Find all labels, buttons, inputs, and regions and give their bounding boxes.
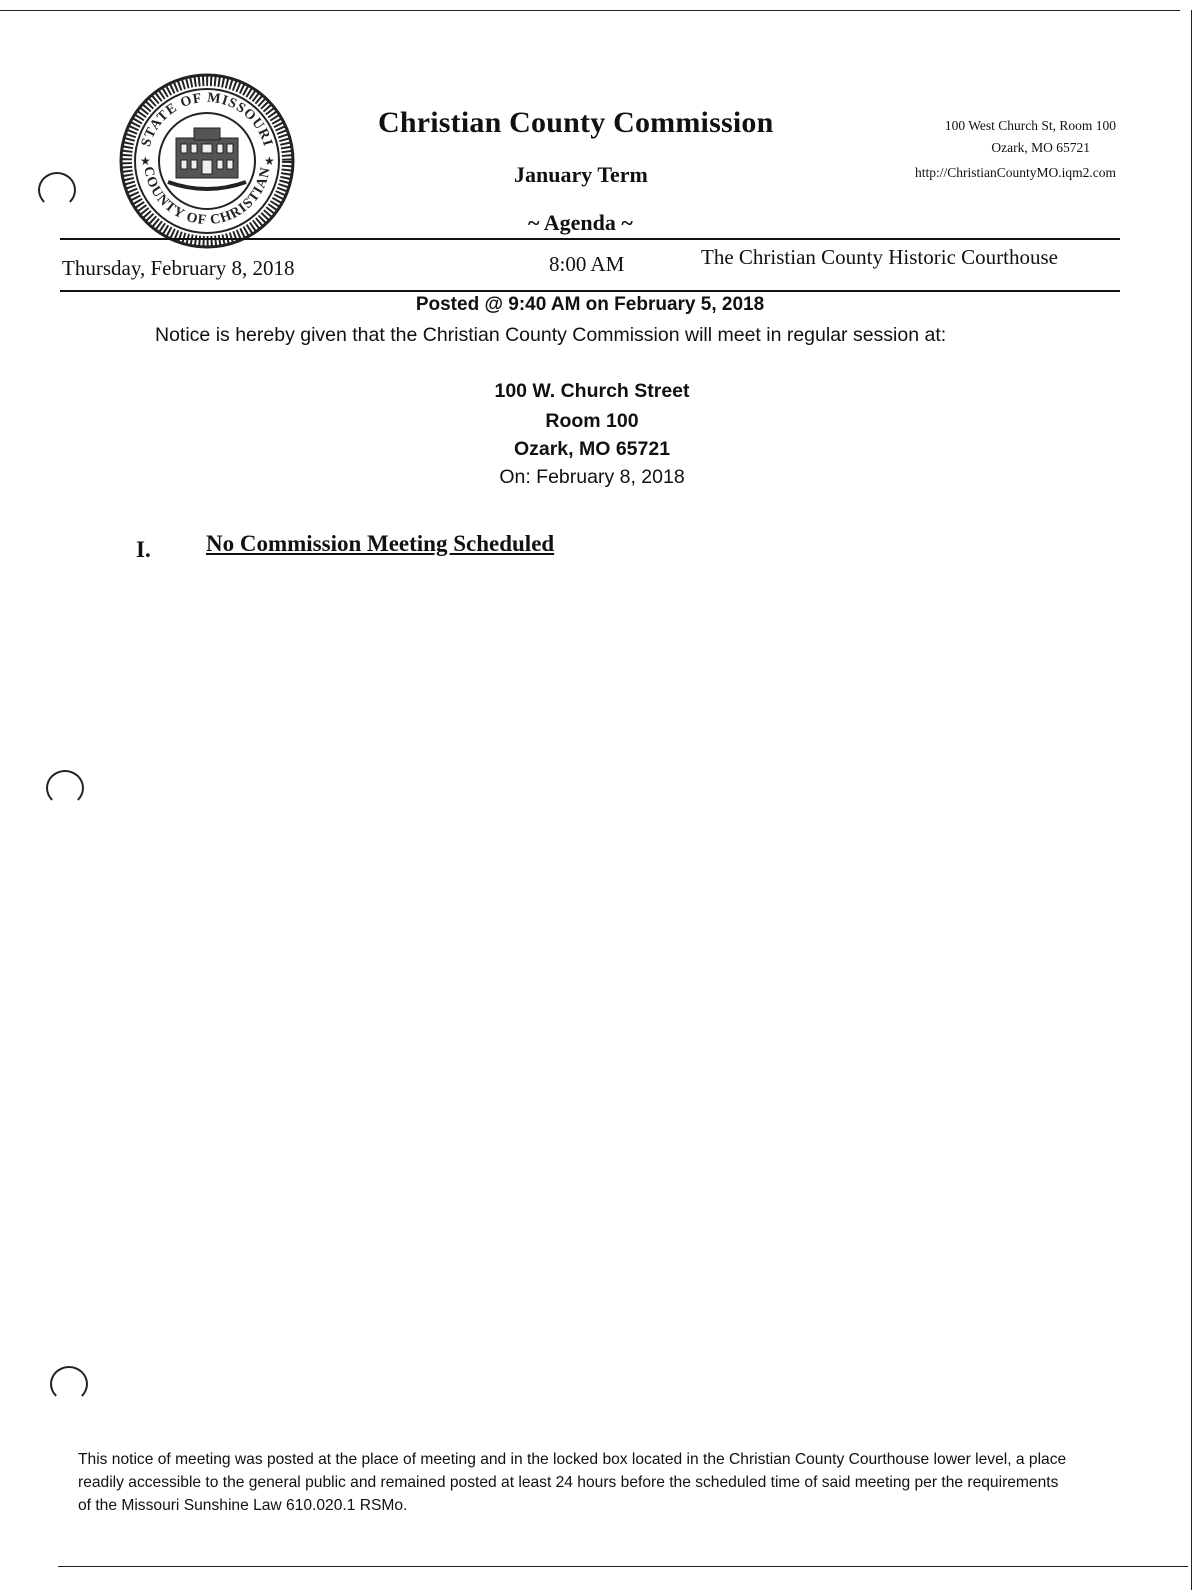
- meeting-venue: The Christian County Historic Courthouse: [701, 245, 1058, 269]
- posting-notice-footer: This notice of meeting was posted at the place of meeting and in the locked box located in the Christian County Courthouse lower level, a place readily accessible to the general public and remained posted at least 24 hours before the scheduled time of said meeting per the requirements of the Missouri Sunshine Law 610.020.1 RSMo.: [78, 1451, 1067, 1514]
- header-rule-bottom: [60, 290, 1120, 292]
- location-city: Ozark, MO 65721: [513, 438, 671, 460]
- svg-text:★: ★: [264, 154, 275, 168]
- notice-text: Notice is hereby given that the Christian County Commission will meet in regular session at:: [155, 324, 947, 346]
- svg-text:★: ★: [140, 154, 151, 168]
- punch-hole-top: [38, 172, 76, 208]
- punch-hole-bottom: [50, 1366, 88, 1402]
- website-link[interactable]: http://ChristianCountyMO.iqm2.com: [914, 165, 1116, 180]
- header-rule-top: [60, 238, 1120, 240]
- page-border-bottom: [58, 1566, 1188, 1567]
- location-date: On: February 8, 2018: [499, 466, 685, 488]
- location-street: 100 W. Church Street: [494, 380, 690, 402]
- page-border-top: [0, 10, 1180, 11]
- page-title: Christian County Commission: [378, 106, 774, 139]
- meeting-date: Thursday, February 8, 2018: [62, 256, 295, 280]
- seal-top-text: STATE OF MISSOURI: [138, 90, 276, 149]
- agenda-item-number: I.: [136, 537, 151, 562]
- county-seal-logo: [118, 72, 296, 250]
- seal-bottom-text: COUNTY OF CHRISTIAN: [140, 165, 274, 229]
- punch-hole-middle: [46, 770, 84, 806]
- term-label: January Term: [514, 162, 648, 187]
- courthouse-icon: [168, 128, 246, 189]
- location-room: Room 100: [545, 410, 639, 432]
- page-border-right: [1191, 10, 1192, 1590]
- agenda-item-text: No Commission Meeting Scheduled: [206, 531, 555, 556]
- address-line1: 100 West Church St, Room 100: [944, 118, 1116, 133]
- agenda-heading: ~ Agenda ~: [528, 210, 633, 235]
- address-line2: Ozark, MO 65721: [991, 140, 1090, 155]
- meeting-time: 8:00 AM: [549, 252, 625, 276]
- posted-timestamp: Posted @ 9:40 AM on February 5, 2018: [415, 294, 765, 315]
